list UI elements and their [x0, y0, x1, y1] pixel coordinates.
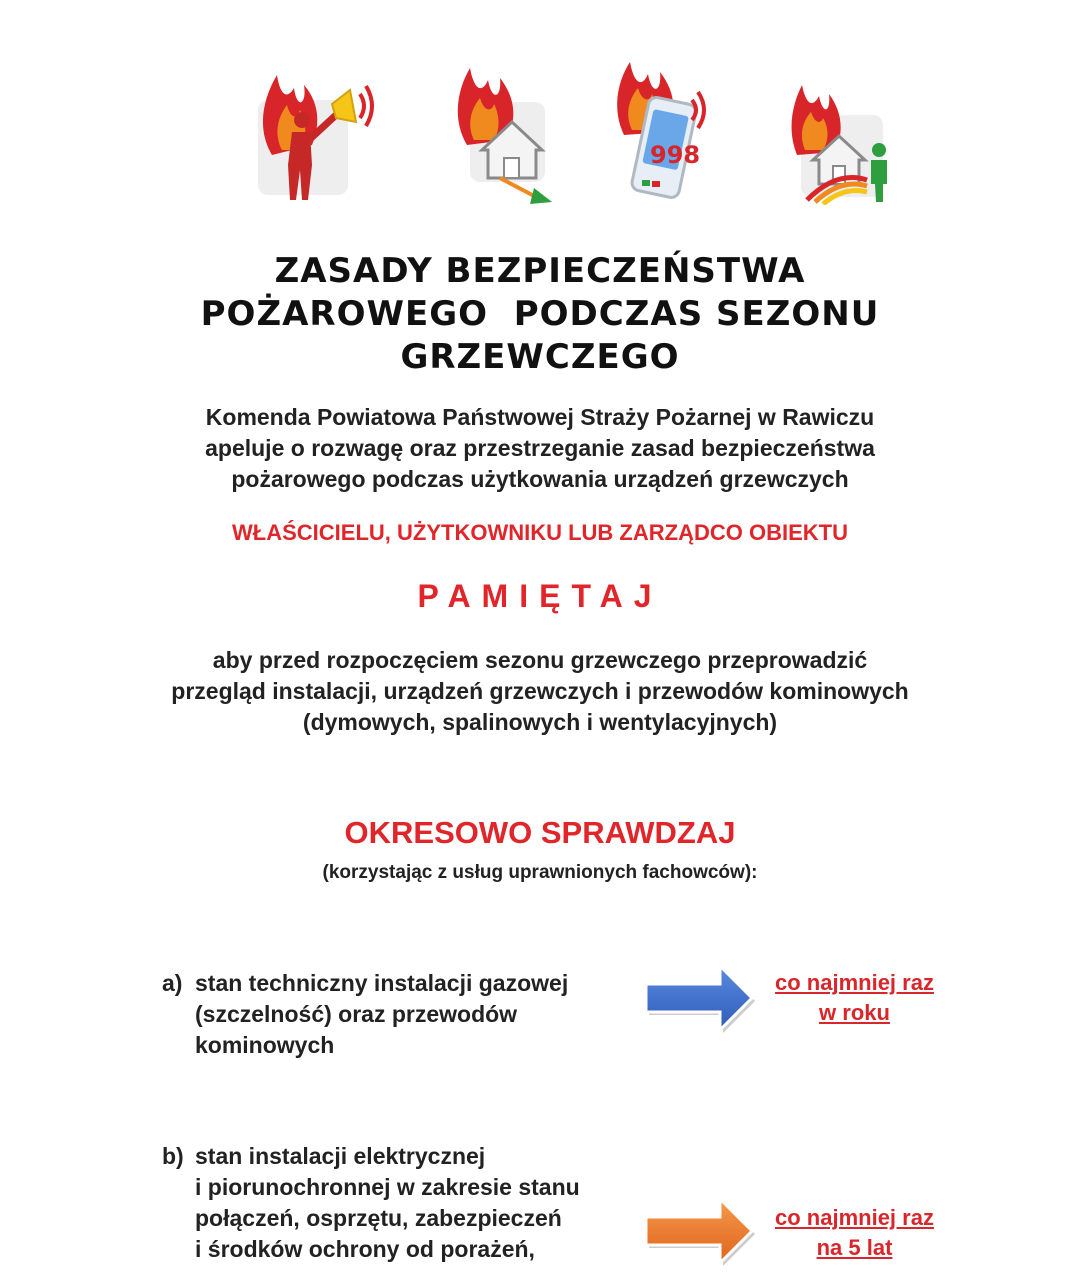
- before-line: (dymowych, spalinowych i wentylacyjnych): [302, 709, 778, 735]
- icon-row: [0, 60, 1080, 210]
- title-line: POŻAROWEGO PODCZAS SEZONU: [200, 294, 880, 334]
- frequency-a: [742, 968, 967, 1028]
- item-line: stan techniczny instalacji gazowej: [195, 970, 569, 996]
- intro-line: pożarowego podczas użytkowania urządzeń grzewczych: [231, 466, 849, 492]
- title-line: GRZEWCZEGO: [400, 337, 680, 377]
- arrow-right-icon: [640, 960, 758, 1036]
- page-title: [0, 250, 1080, 379]
- item-line: stan instalacji elektrycznej: [195, 1143, 486, 1169]
- house-evacuation-icon: [787, 60, 897, 205]
- item-line: połączeń, osprzętu, zabezpieczeń: [195, 1205, 562, 1231]
- item-line: i środków ochrony od porażeń,: [195, 1236, 535, 1262]
- frequency-line: co najmniej raz: [775, 1205, 934, 1230]
- owner-heading: WŁAŚCICIELU, UŻYTKOWNIKU LUB ZARZĄDCO OBIEKTU: [232, 520, 848, 545]
- remember-heading: PAMIĘTAJ: [417, 578, 663, 614]
- frequency-line: co najmniej raz: [775, 970, 934, 995]
- title-line: ZASADY BEZPIECZEŃSTWA: [274, 251, 806, 291]
- item-marker: b): [162, 1143, 184, 1169]
- phone-number: 998: [650, 141, 701, 169]
- item-line: i piorunochronnej w zakresie stanu: [195, 1174, 580, 1200]
- item-line: (szczelność) oraz przewodów: [195, 1001, 518, 1027]
- before-line: przegląd instalacji, urządzeń grzewczych i przewodów kominowych: [171, 678, 909, 704]
- phone-emergency-icon: [612, 60, 722, 205]
- arrow-right-icon: [640, 1193, 758, 1269]
- item-marker: a): [162, 970, 183, 996]
- check-heading: OKRESOWO SPRAWDZAJ: [344, 815, 736, 850]
- before-season-paragraph: [0, 645, 1080, 738]
- before-line: aby przed rozpoczęciem sezonu grzewczego przeprowadzić: [212, 647, 868, 673]
- frequency-line: w roku: [819, 1000, 890, 1025]
- alarm-person-icon: [252, 60, 382, 205]
- house-fire-icon: [452, 60, 562, 205]
- frequency-b: [742, 1203, 967, 1263]
- frequency-line: na 5 lat: [816, 1235, 893, 1260]
- intro-paragraph: [0, 402, 1080, 495]
- check-subheading: (korzystając z usług uprawnionych fachowców):: [322, 862, 758, 883]
- intro-line: apeluje o rozwagę oraz przestrzeganie zasad bezpieczeństwa: [205, 435, 875, 461]
- intro-line: Komenda Powiatowa Państwowej Straży Pożarnej w Rawiczu: [205, 404, 875, 430]
- item-line: kominowych: [195, 1032, 335, 1058]
